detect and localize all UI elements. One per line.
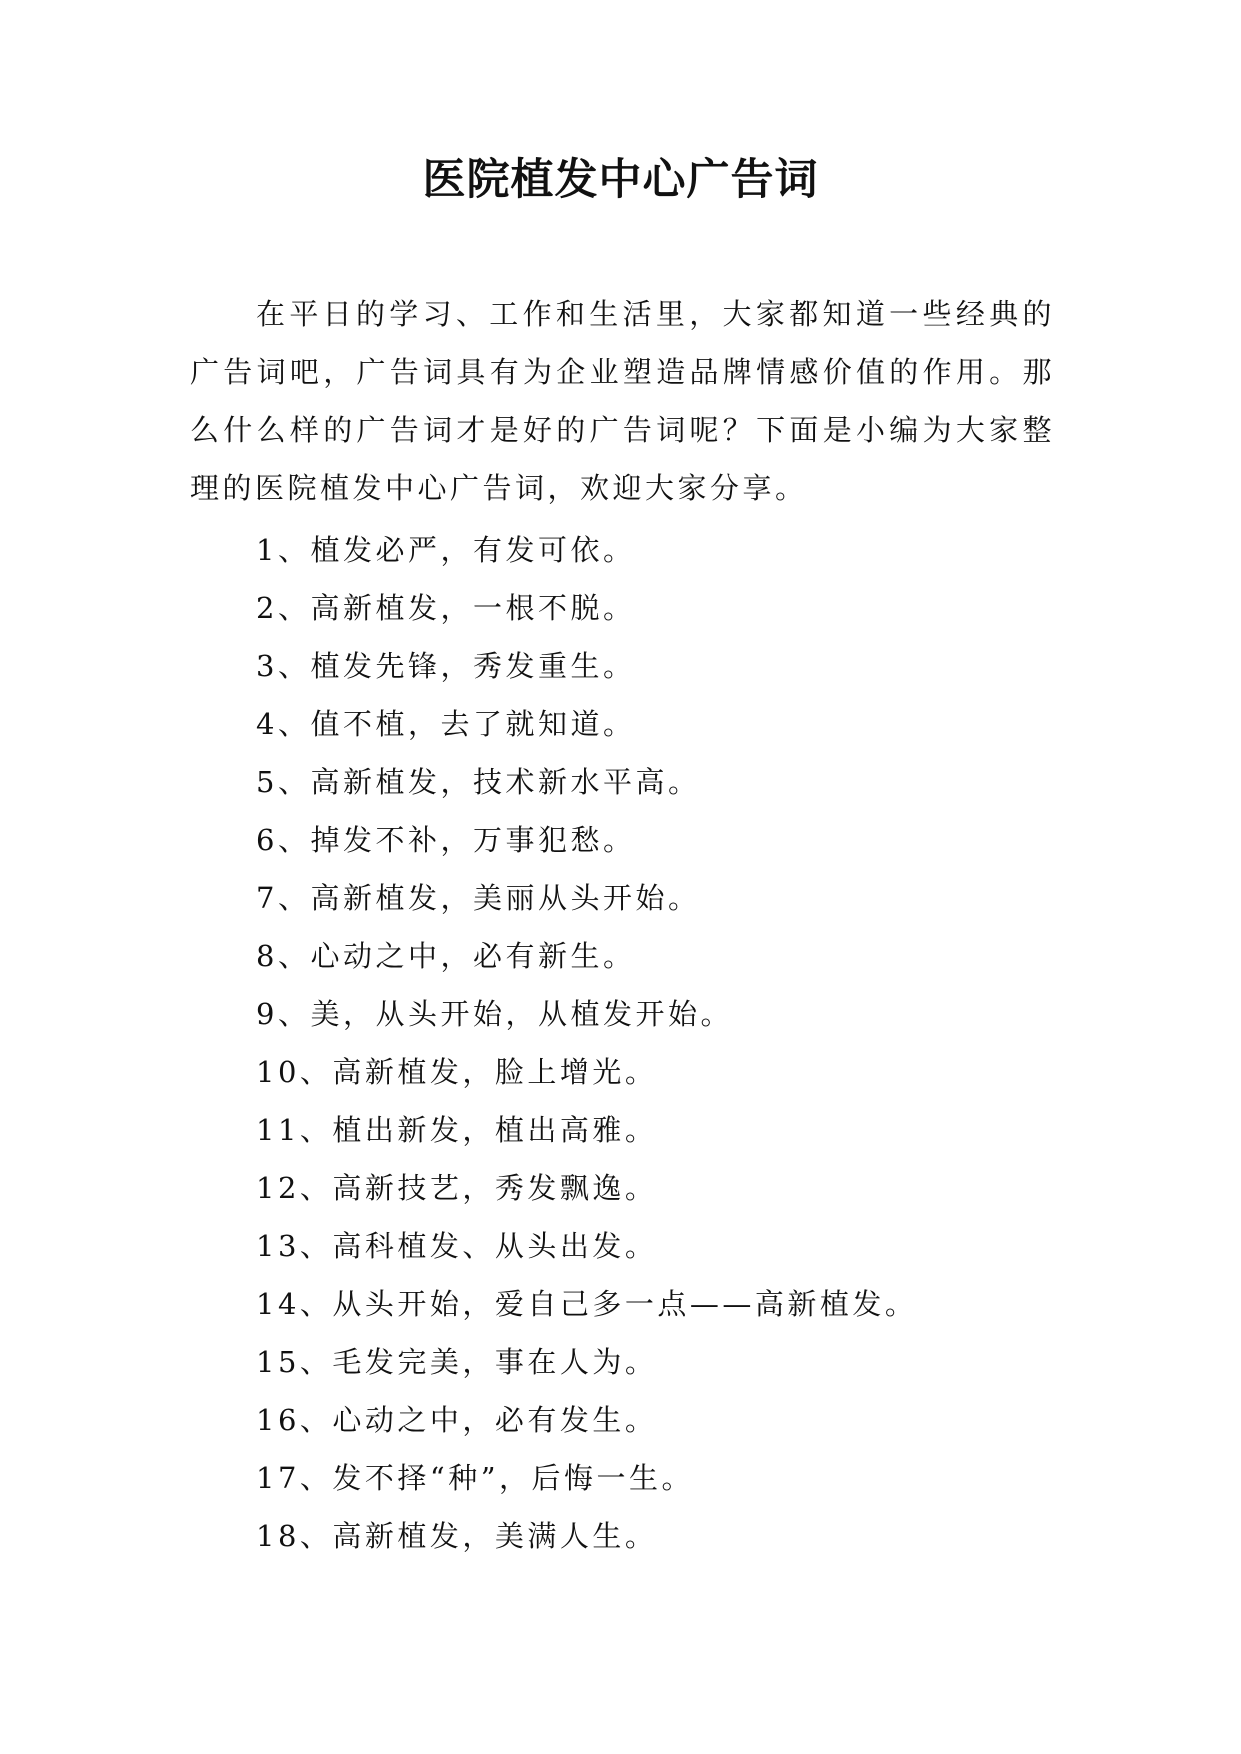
list-item: 6、掉发不补，万事犯愁。 xyxy=(256,823,636,857)
list-item: 14、从头开始，爱自己多一点——高新植发。 xyxy=(256,1287,918,1321)
list-item: 18、高新植发，美满人生。 xyxy=(256,1519,658,1553)
intro-paragraph: 在平日的学习、工作和生活里，大家都知道一些经典的广告词吧，广告词具有为企业塑造品牌情感价值的作用。那么什么样的广告词才是好的广告词呢？下面是小编为大家整理的医院植发中心广告词，欢迎大家分享。 xyxy=(190,297,1055,505)
list-item: 8、心动之中，必有新生。 xyxy=(256,939,636,973)
list-item: 2、高新植发，一根不脱。 xyxy=(256,591,636,625)
list-item: 3、植发先锋，秀发重生。 xyxy=(256,649,636,683)
list-item: 4、值不植，去了就知道。 xyxy=(256,707,636,741)
list-item: 12、高新技艺，秀发飘逸。 xyxy=(256,1171,658,1205)
page-title: 医院植发中心广告词 xyxy=(422,155,819,205)
list-item: 9、美，从头开始，从植发开始。 xyxy=(256,997,733,1031)
list-item: 5、高新植发，技术新水平高。 xyxy=(256,765,701,799)
list-item: 13、高科植发、从头出发。 xyxy=(256,1229,658,1263)
list-item: 11、植出新发，植出高雅。 xyxy=(256,1113,658,1147)
list-item: 16、心动之中，必有发生。 xyxy=(256,1403,658,1437)
list-item: 1、植发必严，有发可依。 xyxy=(256,533,636,567)
list-item: 7、高新植发，美丽从头开始。 xyxy=(256,881,701,915)
list-item: 10、高新植发，脸上增光。 xyxy=(256,1055,658,1089)
slogan-list xyxy=(256,521,917,1565)
list-item: 15、毛发完美，事在人为。 xyxy=(256,1345,658,1379)
list-item: 17、发不择“种”，后悔一生。 xyxy=(256,1461,695,1495)
